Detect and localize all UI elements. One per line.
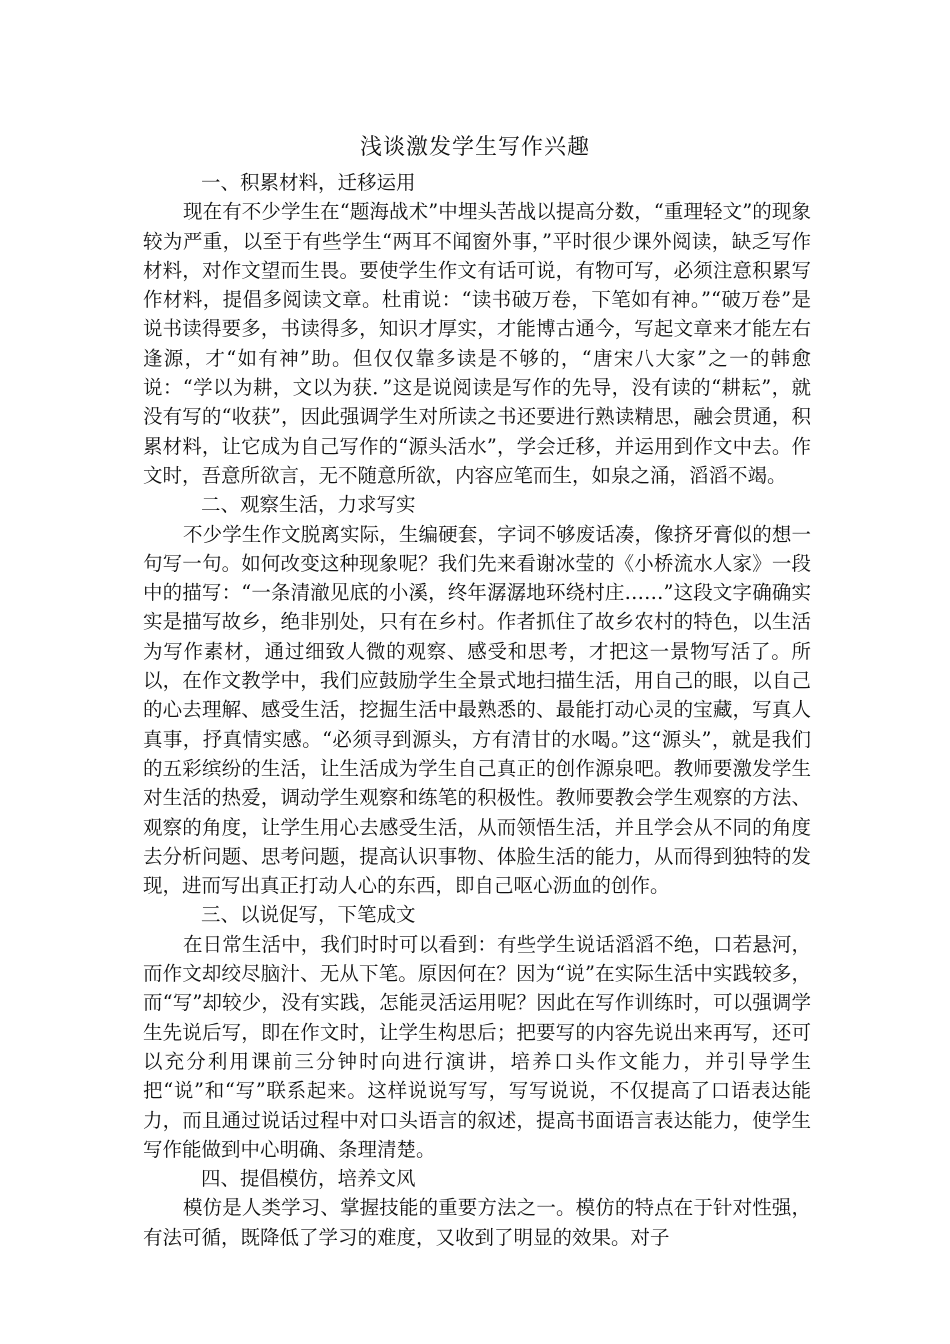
section-paragraph: 现在有不少学生在“题海战术”中埋头苦战以提高分数，“重理轻文”的现象较为严重，以至于有些学生“两耳不闻窗外事，”平时很少课外阅读，缺乏写作材料，对作文望而生畏。要使学生作文有话可说，有物可写，必须注意积累写作材料，提倡多阅读文章。杜甫说：“读书破万卷，下笔如有神。”“破万卷”是说书读得要多，书读得多，知识才厚实，才能博古通今，写起文章来才能左右逢源，才“如有神”助。但仅仅靠多读是不够的，“唐宋八大家”之一的韩愈说：“学以为耕，文以为获．”这是说阅读是写作的先导，没有读的“耕耘”，就没有写的“收获”，因此强调学生对所读之书还要进行熟读精思，融会贯通，积累材料，让它成为自己写作的“源头活水”，学会迁移，并运用到作文中去。作文时，吾意所欲言，无不随意所欲，内容应笔而生，如泉之涌，滔滔不竭。 (143, 200, 811, 487)
section-heading: 二、观察生活，力求写实 (201, 493, 416, 517)
section-paragraph: 不少学生作文脱离实际，生编硬套，字词不够废话凑，像挤牙膏似的想一句写一句。如何改变这种现象呢？我们先来看谢冰莹的《小桥流水人家》一段中的描写：“一条清澈见底的小溪，终年潺潺地环绕村庄……”这段文字确确实实是描写故乡，绝非别处，只有在乡村。作者抓住了故乡农村的特色，以生活为写作素材，通过细致人微的观察、感受和思考，才把这一景物写活了。所以，在作文教学中，我们应鼓励学生全景式地扫描生活，用自己的眼，以自己的心去理解、感受生活，挖掘生活中最熟悉的、最能打动心灵的宝藏，写真人真事，抒真情实感。“必须寻到源头，方有清甘的水喝。”这“源头”，就是我们的五彩缤纷的生活，让生活成为学生自己真正的创作源泉吧。教师要激发学生对生活的热爱，调动学生观察和练笔的积极性。教师要教会学生观察的方法、观察的角度，让学生用心去感受生活，从而领悟生活，并且学会从不同的角度去分析问题、思考问题，提高认识事物、体脸生活的能力，从而得到独特的发现，进而写出真正打动人心的东西，即自己呕心沥血的创作。 (143, 522, 811, 898)
section-heading: 三、以说促写，下笔成文 (201, 903, 416, 927)
section-heading: 四、提倡模仿，培养文风 (201, 1167, 416, 1191)
section-heading: 一、积累材料，迁移运用 (201, 171, 416, 194)
document-body (143, 168, 811, 1252)
document-title: 浅谈激发学生写作兴趣 (359, 135, 590, 160)
section-paragraph: 模仿是人类学习、掌握技能的重要方法之一。模仿的特点在于针对性强，有法可循，既降低了学习的难度，又收到了明显的效果。对子 (143, 1196, 811, 1249)
section-paragraph: 在日常生活中，我们时时可以看到：有些学生说话滔滔不绝，口若悬河，而作文却绞尽脑汁、无从下笔。原因何在？因为“说”在实际生活中实践较多，而“写”却较少，没有实践，怎能灵活运用呢？因此在写作训练时，可以强调学生先说后写，即在作文时，让学生构思后；把要写的内容先说出来再写，还可以充分利用课前三分钟时向进行演讲，培养口头作文能力，并引导学生把“说”和“写”联系起来。这样说说写写，写写说说，不仅提高了口语表达能力，而且通过说话过程中对口头语言的叙述，提高书面语言表达能力，使学生写作能做到中心明确、条理清楚。 (143, 932, 811, 1161)
